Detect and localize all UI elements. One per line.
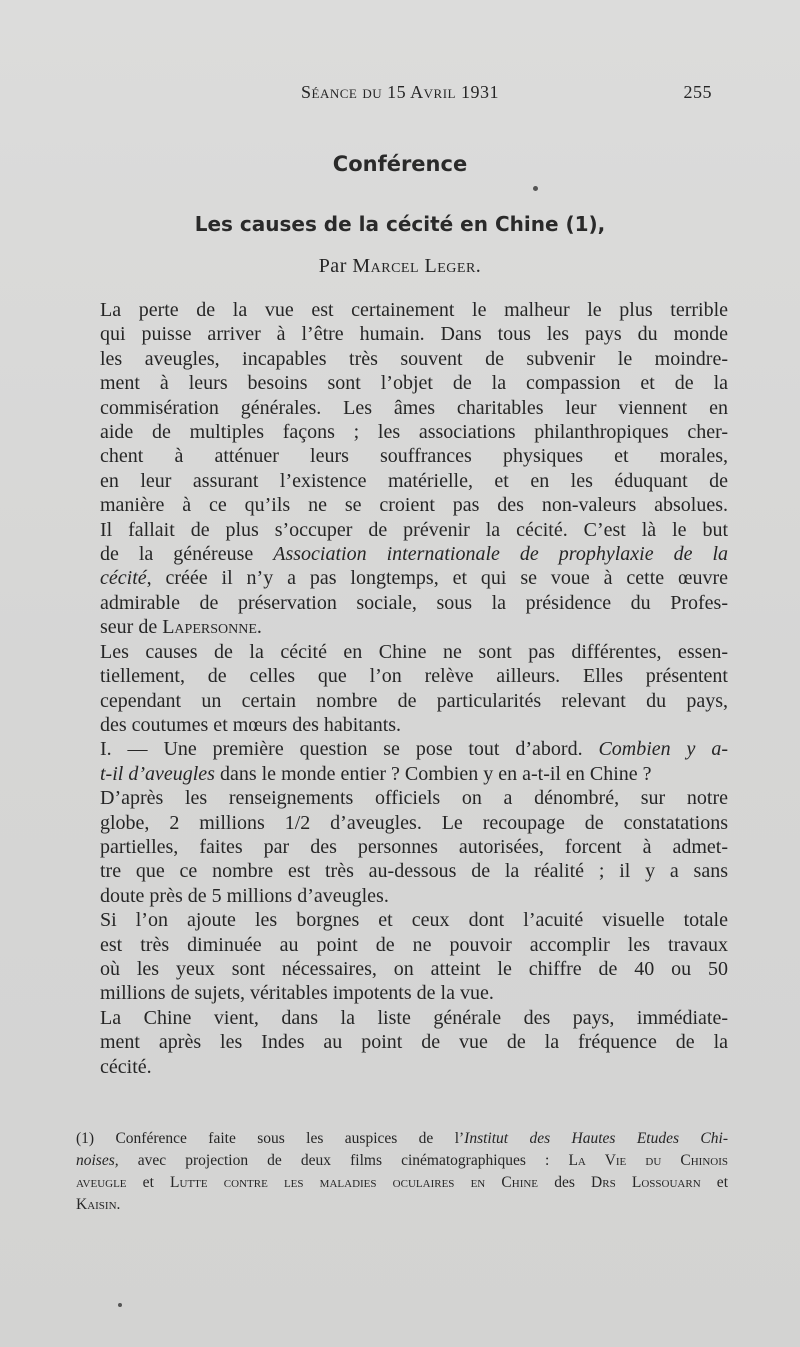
byline-author: Marcel Leger. bbox=[352, 255, 482, 277]
text-line: aide de multiples façons ; les associations philanthropiques cher- bbox=[100, 421, 728, 444]
paragraph-3 bbox=[76, 737, 728, 786]
text-fragment: et bbox=[126, 1174, 171, 1191]
association-name: Association internationale de prophylaxie de la bbox=[273, 543, 729, 566]
text-line: cependant un certain nombre de particularités relevant du pays, bbox=[100, 689, 728, 712]
film-title-1: La Vie du Chinois bbox=[568, 1152, 728, 1169]
text-line: admirable de préservation sociale, sous la présidence du Profes- bbox=[100, 591, 728, 614]
question-italic-end: t-il d’aveugles bbox=[100, 762, 215, 785]
text-line: tiellement, de celles que l’on relève ailleurs. Elles présentent bbox=[100, 665, 728, 688]
article-title: Les causes de la cécité en Chine (1), bbox=[194, 212, 606, 236]
footnote-line bbox=[76, 1172, 728, 1194]
text-line bbox=[76, 615, 728, 639]
paragraph-6 bbox=[76, 1006, 728, 1079]
text-line: globe, 2 millions 1/2 d’aveugles. Le recoupage de constatations bbox=[100, 811, 728, 834]
film-title-2: Lutte contre les maladies oculaires en Chine bbox=[170, 1174, 539, 1191]
section-heading: Conférence bbox=[332, 152, 468, 176]
text-line: Si l’on ajoute les borgnes et ceux dont l’acuité visuelle totale bbox=[100, 909, 728, 932]
question-italic: Combien y a- bbox=[598, 738, 728, 761]
text-fragment: et bbox=[700, 1174, 728, 1191]
text-line: où les yeux sont nécessaires, on atteint le chiffre de 40 ou 50 bbox=[100, 957, 728, 980]
text-line: les aveugles, incapables très souvent de subvenir le moindre- bbox=[100, 347, 728, 370]
text-line bbox=[76, 737, 728, 761]
text-fragment: I. — Une première question se pose tout d’abord. bbox=[100, 738, 599, 761]
text-line: La Chine vient, dans la liste générale des pays, immédiate- bbox=[100, 1006, 728, 1029]
text-line: Les causes de la cécité en Chine ne sont pas différentes, essen- bbox=[100, 640, 728, 663]
text-line: La perte de la vue est certainement le malheur le plus terrible bbox=[100, 299, 728, 321]
page-number: 255 bbox=[683, 82, 712, 102]
paragraph-4 bbox=[76, 786, 728, 908]
text-line: tre que ce nombre est très au-dessous de la réalité ; il y a sans bbox=[100, 860, 728, 883]
author-1: Lossouarn bbox=[615, 1174, 701, 1191]
text-line: commisération générales. Les âmes charitables leur viennent en bbox=[100, 396, 728, 419]
text-fragment: dans le monde entier ? Combien y en a-t-il en Chine ? bbox=[214, 762, 652, 785]
running-head-title: Séance du 15 Avril 1931 bbox=[301, 82, 499, 102]
text-line: qui puisse arriver à l’être humain. Dans tous les pays du monde bbox=[100, 323, 728, 346]
paragraph-1 bbox=[76, 298, 728, 640]
text-fragment: , créée il n’y a pas longtemps, et qui se voue à cette œuvre bbox=[146, 567, 728, 590]
footnote-line bbox=[76, 1150, 728, 1172]
text-line: millions de sujets, véritables impotents de la vue. bbox=[100, 982, 494, 1005]
text-line: ment après les Indes au point de vue de la fréquence de la bbox=[100, 1031, 728, 1054]
byline bbox=[0, 255, 800, 278]
text-line bbox=[76, 542, 728, 566]
film-title-1-end: aveugle bbox=[76, 1174, 127, 1191]
running-head bbox=[0, 82, 800, 110]
doctors-abbrev: Drs bbox=[591, 1174, 616, 1191]
text-line bbox=[76, 566, 728, 590]
text-line: en leur assurant l’existence matérielle, et en les éduquant de bbox=[100, 469, 728, 492]
text-line: doute près de 5 millions d’aveugles. bbox=[100, 884, 389, 907]
text-fragment: seur de bbox=[100, 616, 163, 639]
text-line: D’après les renseignements officiels on a dénombré, sur notre bbox=[100, 787, 728, 810]
text-line: chent à atténuer leurs souffrances physiques et morales, bbox=[100, 445, 728, 468]
footnote-line bbox=[76, 1194, 728, 1216]
byline-prefix: Par bbox=[318, 255, 353, 277]
professor-name: Lapersonne. bbox=[162, 616, 262, 639]
institute-name: Institut des Hautes Etudes Chi- bbox=[464, 1130, 728, 1147]
ink-speck bbox=[118, 1303, 122, 1307]
institute-name-end: noises, bbox=[76, 1152, 119, 1169]
text-line: est très diminuée au point de ne pouvoir accomplir les travaux bbox=[100, 933, 728, 956]
footnote bbox=[76, 1128, 728, 1216]
text-line: manière à ce qu’ils ne se croient pas des non-valeurs absolues. bbox=[100, 494, 728, 517]
text-line: des coutumes et mœurs des habitants. bbox=[100, 713, 402, 736]
footnote-line bbox=[76, 1128, 728, 1150]
association-name-end: cécité bbox=[100, 567, 147, 590]
author-2: Kaisin. bbox=[76, 1196, 121, 1213]
text-line: ment à leurs besoins sont l’objet de la compassion et de la bbox=[100, 372, 728, 395]
text-fragment: des bbox=[538, 1174, 592, 1191]
text-line: cécité. bbox=[100, 1055, 152, 1078]
text-fragment: avec projection de deux films cinématographiques : bbox=[118, 1152, 569, 1169]
text-line bbox=[76, 762, 728, 786]
text-fragment: de la généreuse bbox=[100, 543, 274, 566]
body-text bbox=[76, 298, 728, 1079]
ink-speck bbox=[533, 186, 538, 191]
paragraph-5 bbox=[76, 908, 728, 1006]
paragraph-2 bbox=[76, 640, 728, 738]
text-line: Il fallait de plus s’occuper de prévenir la cécité. C’est là le but bbox=[100, 518, 728, 541]
footnote-marker: (1) Conférence faite sous les auspices de l’ bbox=[76, 1130, 465, 1147]
text-line: partielles, faites par des personnes autorisées, forcent à admet- bbox=[100, 835, 728, 858]
